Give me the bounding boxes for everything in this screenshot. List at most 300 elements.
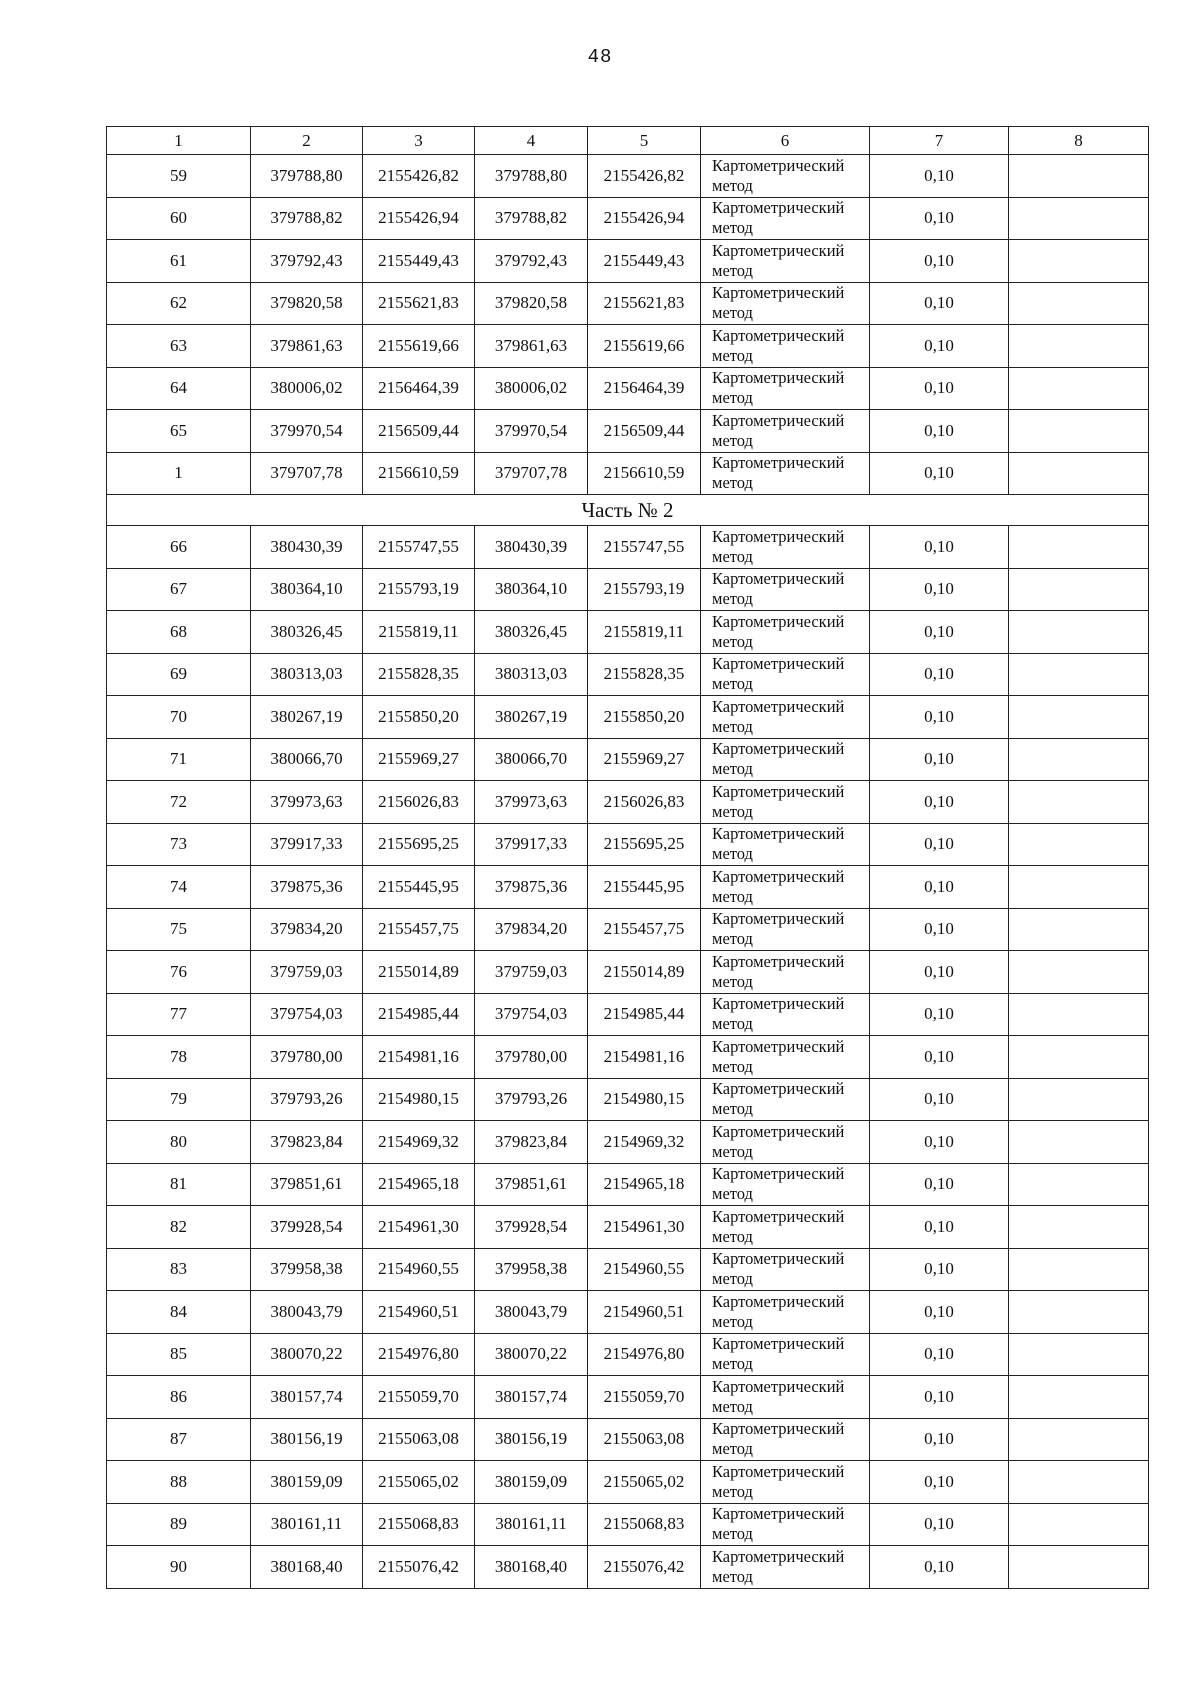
table-row xyxy=(107,1461,1149,1504)
method-cell: Картометрический метод xyxy=(701,738,870,781)
note-cell xyxy=(1009,908,1149,951)
y-new-cell: 2155819,11 xyxy=(588,611,701,654)
x-new-cell: 380070,22 xyxy=(475,1333,588,1376)
x-existing-cell: 379793,26 xyxy=(251,1078,363,1121)
accuracy-cell: 0,10 xyxy=(870,1163,1009,1206)
y-new-cell: 2154960,55 xyxy=(588,1248,701,1291)
x-new-cell: 379970,54 xyxy=(475,410,588,453)
note-cell xyxy=(1009,781,1149,824)
accuracy-cell: 0,10 xyxy=(870,155,1009,198)
method-cell: Картометрический метод xyxy=(701,568,870,611)
accuracy-cell: 0,10 xyxy=(870,325,1009,368)
accuracy-cell: 0,10 xyxy=(870,526,1009,569)
note-cell xyxy=(1009,568,1149,611)
point-number-cell: 74 xyxy=(107,866,251,909)
table-row xyxy=(107,282,1149,325)
accuracy-cell: 0,10 xyxy=(870,951,1009,994)
point-number-cell: 88 xyxy=(107,1461,251,1504)
method-cell: Картометрический метод xyxy=(701,367,870,410)
point-number-cell: 75 xyxy=(107,908,251,951)
accuracy-cell: 0,10 xyxy=(870,993,1009,1036)
y-existing-cell: 2154981,16 xyxy=(363,1036,475,1079)
point-number-cell: 69 xyxy=(107,653,251,696)
point-number-cell: 90 xyxy=(107,1546,251,1589)
y-new-cell: 2155059,70 xyxy=(588,1376,701,1419)
x-new-cell: 380168,40 xyxy=(475,1546,588,1589)
accuracy-cell: 0,10 xyxy=(870,1376,1009,1419)
y-existing-cell: 2155449,43 xyxy=(363,240,475,283)
coordinates-table xyxy=(106,126,1149,1589)
x-existing-cell: 380006,02 xyxy=(251,367,363,410)
column-header: 6 xyxy=(701,127,870,155)
table-row xyxy=(107,367,1149,410)
x-existing-cell: 380267,19 xyxy=(251,696,363,739)
note-cell xyxy=(1009,738,1149,781)
point-number-cell: 82 xyxy=(107,1206,251,1249)
x-existing-cell: 380313,03 xyxy=(251,653,363,696)
method-cell: Картометрический метод xyxy=(701,823,870,866)
accuracy-cell: 0,10 xyxy=(870,611,1009,654)
section-title: Часть № 2 xyxy=(107,495,1149,526)
y-new-cell: 2155068,83 xyxy=(588,1503,701,1546)
method-cell: Картометрический метод xyxy=(701,1376,870,1419)
method-cell: Картометрический метод xyxy=(701,1546,870,1589)
x-new-cell: 379958,38 xyxy=(475,1248,588,1291)
accuracy-cell: 0,10 xyxy=(870,197,1009,240)
point-number-cell: 65 xyxy=(107,410,251,453)
accuracy-cell: 0,10 xyxy=(870,1418,1009,1461)
note-cell xyxy=(1009,325,1149,368)
x-existing-cell: 379788,80 xyxy=(251,155,363,198)
table-row xyxy=(107,823,1149,866)
column-header: 7 xyxy=(870,127,1009,155)
note-cell xyxy=(1009,282,1149,325)
x-existing-cell: 379875,36 xyxy=(251,866,363,909)
table-row xyxy=(107,1121,1149,1164)
method-cell: Картометрический метод xyxy=(701,325,870,368)
table-row xyxy=(107,1333,1149,1376)
x-existing-cell: 380066,70 xyxy=(251,738,363,781)
accuracy-cell: 0,10 xyxy=(870,410,1009,453)
x-new-cell: 379707,78 xyxy=(475,452,588,495)
x-existing-cell: 379970,54 xyxy=(251,410,363,453)
x-new-cell: 379823,84 xyxy=(475,1121,588,1164)
table-row xyxy=(107,1078,1149,1121)
method-cell: Картометрический метод xyxy=(701,993,870,1036)
accuracy-cell: 0,10 xyxy=(870,1206,1009,1249)
y-existing-cell: 2154960,51 xyxy=(363,1291,475,1334)
table-row xyxy=(107,738,1149,781)
point-number-cell: 84 xyxy=(107,1291,251,1334)
accuracy-cell: 0,10 xyxy=(870,696,1009,739)
x-new-cell: 380066,70 xyxy=(475,738,588,781)
x-existing-cell: 380326,45 xyxy=(251,611,363,654)
y-new-cell: 2154969,32 xyxy=(588,1121,701,1164)
x-existing-cell: 379780,00 xyxy=(251,1036,363,1079)
method-cell: Картометрический метод xyxy=(701,908,870,951)
y-new-cell: 2155747,55 xyxy=(588,526,701,569)
y-existing-cell: 2154985,44 xyxy=(363,993,475,1036)
point-number-cell: 68 xyxy=(107,611,251,654)
x-new-cell: 379792,43 xyxy=(475,240,588,283)
method-cell: Картометрический метод xyxy=(701,282,870,325)
accuracy-cell: 0,10 xyxy=(870,1333,1009,1376)
column-header: 8 xyxy=(1009,127,1149,155)
note-cell xyxy=(1009,197,1149,240)
y-new-cell: 2155850,20 xyxy=(588,696,701,739)
accuracy-cell: 0,10 xyxy=(870,823,1009,866)
x-new-cell: 379928,54 xyxy=(475,1206,588,1249)
table-row xyxy=(107,1376,1149,1419)
note-cell xyxy=(1009,367,1149,410)
table-row xyxy=(107,866,1149,909)
y-existing-cell: 2155793,19 xyxy=(363,568,475,611)
accuracy-cell: 0,10 xyxy=(870,568,1009,611)
x-new-cell: 379780,00 xyxy=(475,1036,588,1079)
note-cell xyxy=(1009,526,1149,569)
point-number-cell: 64 xyxy=(107,367,251,410)
table-row xyxy=(107,1503,1149,1546)
point-number-cell: 83 xyxy=(107,1248,251,1291)
y-new-cell: 2155426,94 xyxy=(588,197,701,240)
x-new-cell: 380267,19 xyxy=(475,696,588,739)
y-existing-cell: 2155068,83 xyxy=(363,1503,475,1546)
x-existing-cell: 379917,33 xyxy=(251,823,363,866)
x-existing-cell: 379834,20 xyxy=(251,908,363,951)
note-cell xyxy=(1009,1291,1149,1334)
x-new-cell: 379759,03 xyxy=(475,951,588,994)
x-existing-cell: 380070,22 xyxy=(251,1333,363,1376)
y-existing-cell: 2155850,20 xyxy=(363,696,475,739)
x-existing-cell: 379861,63 xyxy=(251,325,363,368)
table-row xyxy=(107,197,1149,240)
note-cell xyxy=(1009,1503,1149,1546)
x-new-cell: 380006,02 xyxy=(475,367,588,410)
note-cell xyxy=(1009,1206,1149,1249)
y-existing-cell: 2156464,39 xyxy=(363,367,475,410)
x-existing-cell: 380156,19 xyxy=(251,1418,363,1461)
x-new-cell: 379973,63 xyxy=(475,781,588,824)
table-row xyxy=(107,653,1149,696)
method-cell: Картометрический метод xyxy=(701,611,870,654)
accuracy-cell: 0,10 xyxy=(870,908,1009,951)
point-number-cell: 66 xyxy=(107,526,251,569)
x-existing-cell: 379788,82 xyxy=(251,197,363,240)
x-new-cell: 379820,58 xyxy=(475,282,588,325)
method-cell: Картометрический метод xyxy=(701,1206,870,1249)
point-number-cell: 89 xyxy=(107,1503,251,1546)
table-row xyxy=(107,568,1149,611)
method-cell: Картометрический метод xyxy=(701,410,870,453)
table-row xyxy=(107,1291,1149,1334)
accuracy-cell: 0,10 xyxy=(870,1461,1009,1504)
note-cell xyxy=(1009,1121,1149,1164)
x-new-cell: 380364,10 xyxy=(475,568,588,611)
point-number-cell: 81 xyxy=(107,1163,251,1206)
method-cell: Картометрический метод xyxy=(701,866,870,909)
point-number-cell: 63 xyxy=(107,325,251,368)
method-cell: Картометрический метод xyxy=(701,1163,870,1206)
x-new-cell: 379754,03 xyxy=(475,993,588,1036)
point-number-cell: 67 xyxy=(107,568,251,611)
y-new-cell: 2155619,66 xyxy=(588,325,701,368)
point-number-cell: 1 xyxy=(107,452,251,495)
x-existing-cell: 379823,84 xyxy=(251,1121,363,1164)
table-row xyxy=(107,325,1149,368)
table-row xyxy=(107,993,1149,1036)
method-cell: Картометрический метод xyxy=(701,1333,870,1376)
note-cell xyxy=(1009,823,1149,866)
y-existing-cell: 2156509,44 xyxy=(363,410,475,453)
y-new-cell: 2156610,59 xyxy=(588,452,701,495)
y-new-cell: 2155014,89 xyxy=(588,951,701,994)
note-cell xyxy=(1009,951,1149,994)
x-existing-cell: 379958,38 xyxy=(251,1248,363,1291)
table-row xyxy=(107,240,1149,283)
y-new-cell: 2154981,16 xyxy=(588,1036,701,1079)
method-cell: Картометрический метод xyxy=(701,240,870,283)
note-cell xyxy=(1009,1163,1149,1206)
y-existing-cell: 2155059,70 xyxy=(363,1376,475,1419)
accuracy-cell: 0,10 xyxy=(870,452,1009,495)
method-cell: Картометрический метод xyxy=(701,1036,870,1079)
y-existing-cell: 2154976,80 xyxy=(363,1333,475,1376)
x-new-cell: 379834,20 xyxy=(475,908,588,951)
point-number-cell: 71 xyxy=(107,738,251,781)
x-existing-cell: 379792,43 xyxy=(251,240,363,283)
y-existing-cell: 2155445,95 xyxy=(363,866,475,909)
x-new-cell: 380161,11 xyxy=(475,1503,588,1546)
table-row xyxy=(107,1546,1149,1589)
accuracy-cell: 0,10 xyxy=(870,282,1009,325)
y-new-cell: 2155969,27 xyxy=(588,738,701,781)
note-cell xyxy=(1009,611,1149,654)
method-cell: Картометрический метод xyxy=(701,1461,870,1504)
method-cell: Картометрический метод xyxy=(701,526,870,569)
table-row xyxy=(107,1418,1149,1461)
y-existing-cell: 2155063,08 xyxy=(363,1418,475,1461)
y-new-cell: 2154985,44 xyxy=(588,993,701,1036)
y-new-cell: 2154960,51 xyxy=(588,1291,701,1334)
x-new-cell: 380326,45 xyxy=(475,611,588,654)
x-new-cell: 380430,39 xyxy=(475,526,588,569)
column-header: 1 xyxy=(107,127,251,155)
table-header-row xyxy=(107,127,1149,155)
table-row xyxy=(107,696,1149,739)
y-new-cell: 2155695,25 xyxy=(588,823,701,866)
table-row xyxy=(107,908,1149,951)
x-new-cell: 379793,26 xyxy=(475,1078,588,1121)
table-row xyxy=(107,1163,1149,1206)
y-new-cell: 2155828,35 xyxy=(588,653,701,696)
y-new-cell: 2154976,80 xyxy=(588,1333,701,1376)
x-existing-cell: 379928,54 xyxy=(251,1206,363,1249)
x-existing-cell: 380159,09 xyxy=(251,1461,363,1504)
column-header: 2 xyxy=(251,127,363,155)
y-new-cell: 2156026,83 xyxy=(588,781,701,824)
table-row xyxy=(107,1248,1149,1291)
y-existing-cell: 2154960,55 xyxy=(363,1248,475,1291)
x-new-cell: 379861,63 xyxy=(475,325,588,368)
table-row xyxy=(107,951,1149,994)
page-number: 48 xyxy=(587,46,613,68)
table-row xyxy=(107,1036,1149,1079)
x-new-cell: 380043,79 xyxy=(475,1291,588,1334)
y-existing-cell: 2155065,02 xyxy=(363,1461,475,1504)
point-number-cell: 60 xyxy=(107,197,251,240)
method-cell: Картометрический метод xyxy=(701,951,870,994)
x-existing-cell: 380043,79 xyxy=(251,1291,363,1334)
column-header: 3 xyxy=(363,127,475,155)
x-existing-cell: 379754,03 xyxy=(251,993,363,1036)
y-existing-cell: 2154980,15 xyxy=(363,1078,475,1121)
x-existing-cell: 380364,10 xyxy=(251,568,363,611)
y-existing-cell: 2156610,59 xyxy=(363,452,475,495)
y-existing-cell: 2154965,18 xyxy=(363,1163,475,1206)
point-number-cell: 86 xyxy=(107,1376,251,1419)
method-cell: Картометрический метод xyxy=(701,1418,870,1461)
y-existing-cell: 2155426,82 xyxy=(363,155,475,198)
x-existing-cell: 379707,78 xyxy=(251,452,363,495)
note-cell xyxy=(1009,410,1149,453)
y-existing-cell: 2155828,35 xyxy=(363,653,475,696)
x-new-cell: 380159,09 xyxy=(475,1461,588,1504)
table-row xyxy=(107,410,1149,453)
note-cell xyxy=(1009,240,1149,283)
y-new-cell: 2156464,39 xyxy=(588,367,701,410)
y-existing-cell: 2155426,94 xyxy=(363,197,475,240)
note-cell xyxy=(1009,1376,1149,1419)
method-cell: Картометрический метод xyxy=(701,1248,870,1291)
accuracy-cell: 0,10 xyxy=(870,367,1009,410)
x-new-cell: 380156,19 xyxy=(475,1418,588,1461)
method-cell: Картометрический метод xyxy=(701,1291,870,1334)
section-header-row xyxy=(107,495,1149,526)
x-existing-cell: 380430,39 xyxy=(251,526,363,569)
y-existing-cell: 2155014,89 xyxy=(363,951,475,994)
accuracy-cell: 0,10 xyxy=(870,1546,1009,1589)
note-cell xyxy=(1009,653,1149,696)
x-new-cell: 380313,03 xyxy=(475,653,588,696)
y-existing-cell: 2155457,75 xyxy=(363,908,475,951)
method-cell: Картометрический метод xyxy=(701,197,870,240)
accuracy-cell: 0,10 xyxy=(870,738,1009,781)
point-number-cell: 77 xyxy=(107,993,251,1036)
table-row xyxy=(107,781,1149,824)
table-row xyxy=(107,526,1149,569)
y-existing-cell: 2155619,66 xyxy=(363,325,475,368)
y-new-cell: 2154980,15 xyxy=(588,1078,701,1121)
point-number-cell: 70 xyxy=(107,696,251,739)
note-cell xyxy=(1009,452,1149,495)
y-existing-cell: 2155621,83 xyxy=(363,282,475,325)
table-row xyxy=(107,452,1149,495)
y-existing-cell: 2156026,83 xyxy=(363,781,475,824)
method-cell: Картометрический метод xyxy=(701,696,870,739)
y-existing-cell: 2154961,30 xyxy=(363,1206,475,1249)
method-cell: Картометрический метод xyxy=(701,155,870,198)
y-new-cell: 2155063,08 xyxy=(588,1418,701,1461)
point-number-cell: 61 xyxy=(107,240,251,283)
x-new-cell: 380157,74 xyxy=(475,1376,588,1419)
point-number-cell: 80 xyxy=(107,1121,251,1164)
x-new-cell: 379917,33 xyxy=(475,823,588,866)
note-cell xyxy=(1009,1078,1149,1121)
note-cell xyxy=(1009,1418,1149,1461)
point-number-cell: 72 xyxy=(107,781,251,824)
y-existing-cell: 2155695,25 xyxy=(363,823,475,866)
accuracy-cell: 0,10 xyxy=(870,240,1009,283)
x-new-cell: 379875,36 xyxy=(475,866,588,909)
note-cell xyxy=(1009,866,1149,909)
x-existing-cell: 380161,11 xyxy=(251,1503,363,1546)
x-existing-cell: 380168,40 xyxy=(251,1546,363,1589)
x-new-cell: 379788,82 xyxy=(475,197,588,240)
y-new-cell: 2155457,75 xyxy=(588,908,701,951)
note-cell xyxy=(1009,1461,1149,1504)
table-row xyxy=(107,611,1149,654)
accuracy-cell: 0,10 xyxy=(870,1036,1009,1079)
y-new-cell: 2155449,43 xyxy=(588,240,701,283)
accuracy-cell: 0,10 xyxy=(870,1291,1009,1334)
note-cell xyxy=(1009,993,1149,1036)
column-header: 4 xyxy=(475,127,588,155)
method-cell: Картометрический метод xyxy=(701,452,870,495)
note-cell xyxy=(1009,696,1149,739)
point-number-cell: 87 xyxy=(107,1418,251,1461)
y-new-cell: 2155445,95 xyxy=(588,866,701,909)
y-new-cell: 2155426,82 xyxy=(588,155,701,198)
point-number-cell: 85 xyxy=(107,1333,251,1376)
method-cell: Картометрический метод xyxy=(701,1503,870,1546)
method-cell: Картометрический метод xyxy=(701,1078,870,1121)
accuracy-cell: 0,10 xyxy=(870,1121,1009,1164)
x-existing-cell: 380157,74 xyxy=(251,1376,363,1419)
x-existing-cell: 379759,03 xyxy=(251,951,363,994)
note-cell xyxy=(1009,155,1149,198)
y-new-cell: 2156509,44 xyxy=(588,410,701,453)
x-existing-cell: 379820,58 xyxy=(251,282,363,325)
note-cell xyxy=(1009,1036,1149,1079)
x-new-cell: 379788,80 xyxy=(475,155,588,198)
table-row xyxy=(107,155,1149,198)
point-number-cell: 59 xyxy=(107,155,251,198)
y-existing-cell: 2155747,55 xyxy=(363,526,475,569)
table-body xyxy=(107,155,1149,1589)
y-existing-cell: 2154969,32 xyxy=(363,1121,475,1164)
point-number-cell: 73 xyxy=(107,823,251,866)
method-cell: Картометрический метод xyxy=(701,653,870,696)
note-cell xyxy=(1009,1546,1149,1589)
accuracy-cell: 0,10 xyxy=(870,1503,1009,1546)
method-cell: Картометрический метод xyxy=(701,1121,870,1164)
y-existing-cell: 2155076,42 xyxy=(363,1546,475,1589)
point-number-cell: 76 xyxy=(107,951,251,994)
y-new-cell: 2155621,83 xyxy=(588,282,701,325)
point-number-cell: 79 xyxy=(107,1078,251,1121)
accuracy-cell: 0,10 xyxy=(870,1078,1009,1121)
x-existing-cell: 379851,61 xyxy=(251,1163,363,1206)
y-new-cell: 2154965,18 xyxy=(588,1163,701,1206)
accuracy-cell: 0,10 xyxy=(870,1248,1009,1291)
accuracy-cell: 0,10 xyxy=(870,781,1009,824)
y-new-cell: 2155076,42 xyxy=(588,1546,701,1589)
method-cell: Картометрический метод xyxy=(701,781,870,824)
y-existing-cell: 2155819,11 xyxy=(363,611,475,654)
accuracy-cell: 0,10 xyxy=(870,866,1009,909)
accuracy-cell: 0,10 xyxy=(870,653,1009,696)
table-row xyxy=(107,1206,1149,1249)
